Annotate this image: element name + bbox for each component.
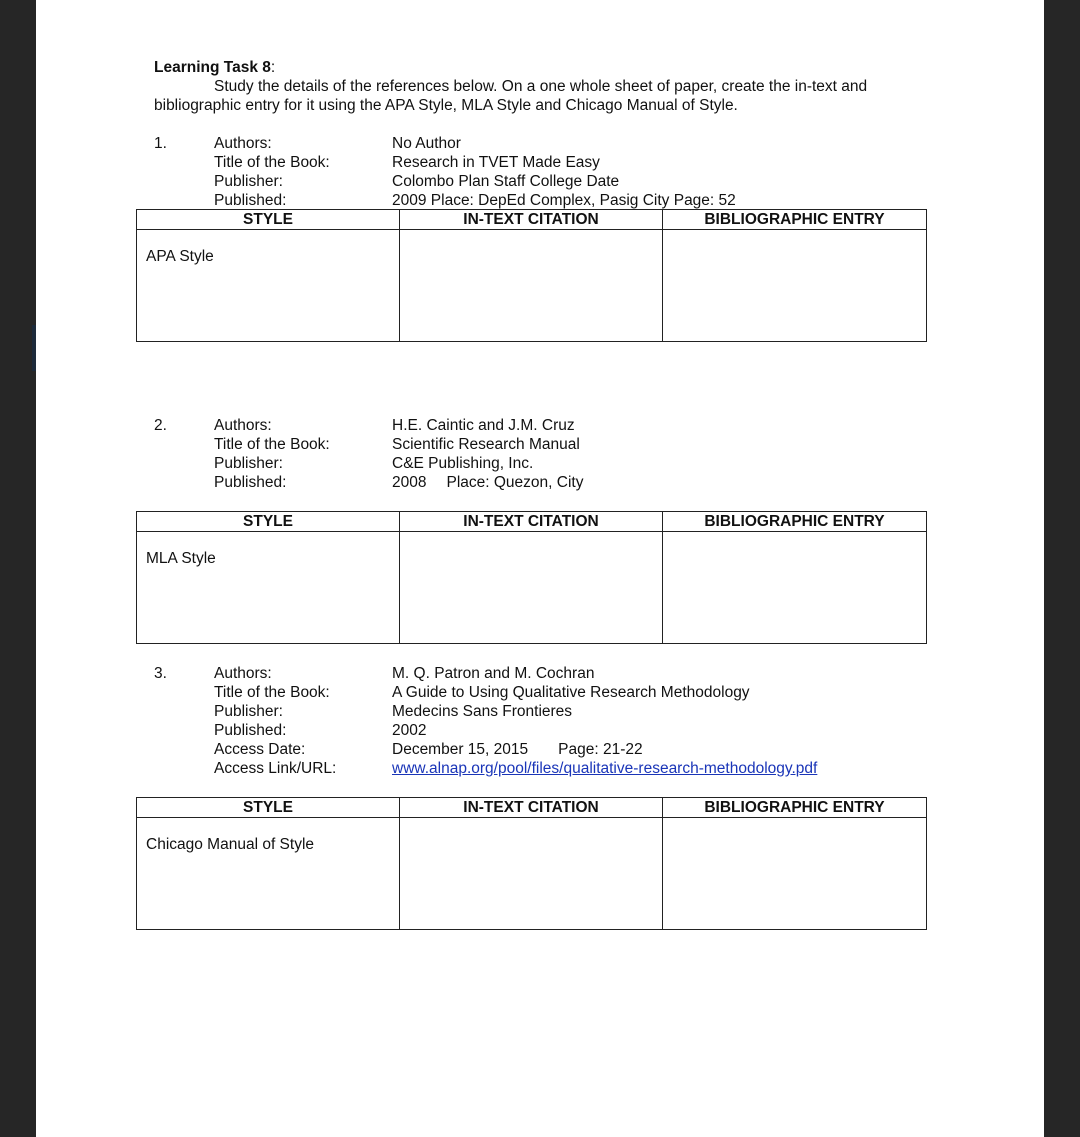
task-colon: : — [270, 59, 276, 76]
reference-2-title-value: Scientific Research Manual — [392, 436, 580, 453]
reference-1-publisher-label: Publisher: — [214, 173, 283, 190]
reference-3-access-date: December 15, 2015 — [392, 741, 529, 758]
bibliographic-entry-cell[interactable] — [663, 818, 927, 930]
reference-3-url-link[interactable]: www.alnap.org/pool/files/qualitative-research-methodology.pdf — [392, 760, 818, 777]
reference-3-title-value: A Guide to Using Qualitative Research Methodology — [392, 684, 750, 701]
reference-2-published-value — [392, 473, 583, 492]
reference-1-title-label: Title of the Book: — [214, 154, 330, 171]
style-cell-apa: APA Style — [137, 230, 400, 342]
task-intro-line-2: bibliographic entry for it using the APA Style, MLA Style and Chicago Manual of Style. — [154, 97, 738, 114]
reference-2-authors-label: Authors: — [214, 417, 272, 434]
reference-2-authors-value: H.E. Caintic and J.M. Cruz — [392, 417, 575, 434]
citation-table-apa — [136, 209, 927, 342]
reference-3-authors-value: M. Q. Patron and M. Cochran — [392, 665, 595, 682]
reference-2-year: 2008 — [392, 474, 427, 491]
reference-3-publisher-value: Medecins Sans Frontieres — [392, 703, 573, 720]
reference-3-access-link-label: Access Link/URL: — [214, 760, 337, 777]
reference-1-title-value: Research in TVET Made Easy — [392, 154, 600, 171]
header-style: STYLE — [137, 512, 400, 532]
task-heading — [154, 58, 275, 77]
in-text-citation-cell[interactable] — [400, 230, 663, 342]
header-style: STYLE — [137, 210, 400, 230]
reference-2-published-label: Published: — [214, 474, 287, 491]
task-intro-line-1: Study the details of the references below. On a one whole sheet of paper, create the in-text and — [214, 78, 868, 95]
header-in-text-citation: IN-TEXT CITATION — [400, 512, 663, 532]
reference-1-published-label: Published: — [214, 192, 287, 209]
header-in-text-citation: IN-TEXT CITATION — [400, 210, 663, 230]
viewer-left-margin — [0, 0, 36, 1137]
reference-2-number: 2. — [154, 417, 167, 434]
header-in-text-citation: IN-TEXT CITATION — [400, 798, 663, 818]
reference-3-authors-label: Authors: — [214, 665, 272, 682]
reference-3-access-date-value — [392, 740, 643, 759]
reference-3-access-date-label: Access Date: — [214, 741, 306, 758]
reference-3-page: Page: 21-22 — [558, 741, 643, 758]
reference-2-place: Place: Quezon, City — [446, 474, 584, 491]
reference-3-published-value: 2002 — [392, 722, 427, 739]
in-text-citation-cell[interactable] — [400, 532, 663, 644]
reference-1-authors-label: Authors: — [214, 135, 272, 152]
reference-3-number: 3. — [154, 665, 167, 682]
viewer-right-margin — [1044, 0, 1080, 1137]
bibliographic-entry-cell[interactable] — [663, 230, 927, 342]
reference-3-publisher-label: Publisher: — [214, 703, 283, 720]
style-cell-chicago: Chicago Manual of Style — [137, 818, 400, 930]
reference-1-publisher-value: Colombo Plan Staff College Date — [392, 173, 620, 190]
style-cell-mla: MLA Style — [137, 532, 400, 644]
header-style: STYLE — [137, 798, 400, 818]
reference-2-publisher-label: Publisher: — [214, 455, 283, 472]
header-bibliographic-entry: BIBLIOGRAPHIC ENTRY — [663, 210, 927, 230]
task-title: Learning Task 8 — [154, 59, 271, 76]
citation-table-mla — [136, 511, 927, 644]
reference-1-published-value: 2009 Place: DepEd Complex, Pasig City Page: 52 — [392, 192, 736, 209]
reference-1-authors-value: No Author — [392, 135, 461, 152]
in-text-citation-cell[interactable] — [400, 818, 663, 930]
citation-table-chicago — [136, 797, 927, 930]
header-bibliographic-entry: BIBLIOGRAPHIC ENTRY — [663, 798, 927, 818]
bibliographic-entry-cell[interactable] — [663, 532, 927, 644]
header-bibliographic-entry: BIBLIOGRAPHIC ENTRY — [663, 512, 927, 532]
reference-1-number: 1. — [154, 135, 167, 152]
reference-2-title-label: Title of the Book: — [214, 436, 330, 453]
reference-3-url-value — [392, 759, 817, 778]
document-page — [36, 0, 1044, 1137]
reference-3-title-label: Title of the Book: — [214, 684, 330, 701]
reference-2-publisher-value: C&E Publishing, Inc. — [392, 455, 534, 472]
reference-3-published-label: Published: — [214, 722, 287, 739]
